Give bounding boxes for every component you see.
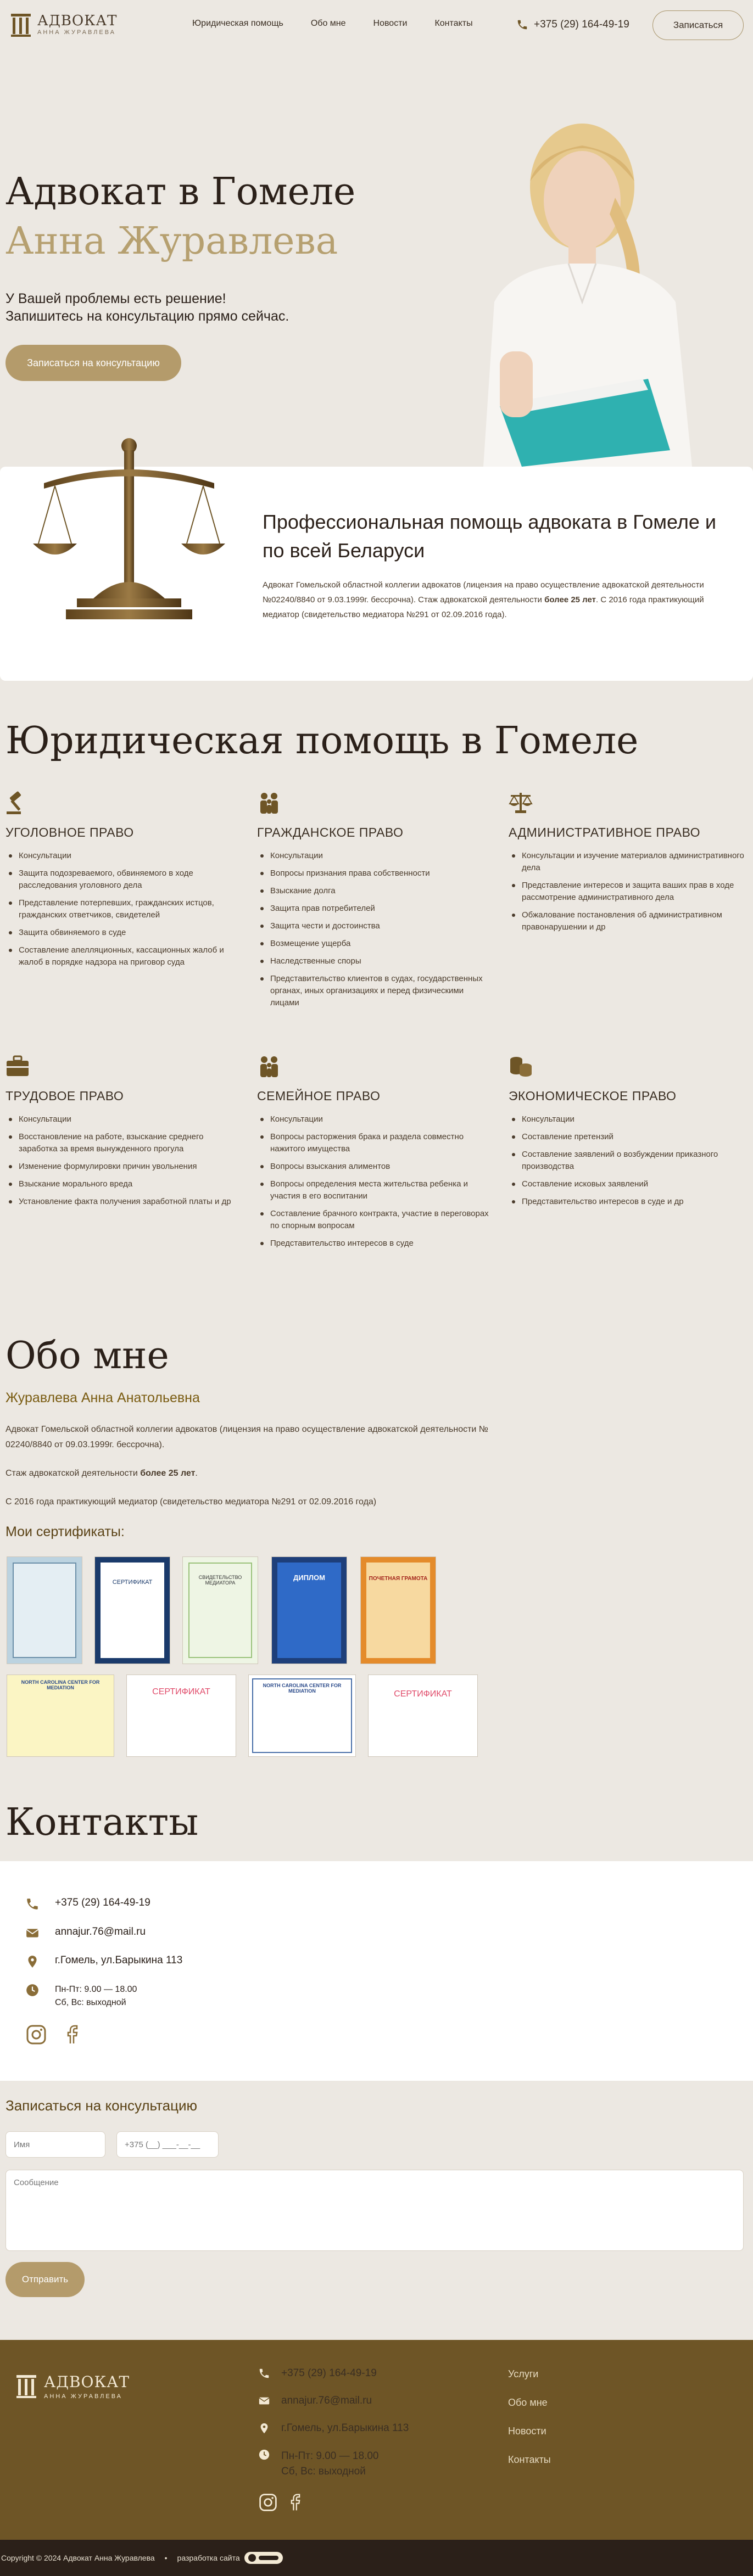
list-item: Вопросы расторжения брака и раздела совместно нажитого имущества xyxy=(257,1131,493,1155)
footer-logo-title: АДВОКАТ xyxy=(44,2372,130,2391)
logo-title: АДВОКАТ xyxy=(37,13,118,29)
contact-email[interactable] xyxy=(25,1926,146,1940)
list-item: Вопросы признания права собственности xyxy=(257,867,493,880)
phone-icon xyxy=(25,1897,40,1911)
list-item: Наследственные споры xyxy=(257,955,493,967)
service-administrative xyxy=(509,791,745,939)
service-list xyxy=(5,850,242,968)
contact-phone-text: +375 (29) 164-49-19 xyxy=(55,1897,150,1908)
header-phone-text: +375 (29) 164-49-19 xyxy=(534,19,629,30)
mail-icon xyxy=(258,2395,270,2407)
list-item: Представление потерпевших, гражданских истцов, гражданских ответчиков, свидетелей xyxy=(5,897,242,921)
list-item: Составление брачного контракта, участие в переговорах по спорным вопросам xyxy=(257,1208,493,1232)
list-item: Представительство интересов в суде xyxy=(257,1237,493,1250)
pro-title: Профессиональная помощь адвоката в Гомеле и по всей Беларуси xyxy=(263,511,717,562)
certificate-6[interactable]: NORTH CAROLINA CENTER FOR MEDIATION xyxy=(7,1675,114,1757)
pro-text: Адвокат Гомельской областной коллегии адвокатов (лицензия на право осуществление адвокатской деятельности №02240/8840 от 9.03.1999г. бессрочна). Стаж адвокатской деятельности более 25 лет. С 2016 года практикующий медиатор (свидетельство медиатора №291 от 02.09.2016 года). xyxy=(263,580,704,619)
footer-link-news[interactable]: Новости xyxy=(508,2426,546,2437)
hero-subtitle-line2: Запишитесь на консультацию прямо сейчас. xyxy=(5,309,289,324)
list-item: Защита подозреваемого, обвиняемого в ходе расследования уголовного дела xyxy=(5,867,242,892)
phone-icon xyxy=(516,19,528,31)
nav-contacts[interactable]: Контакты xyxy=(434,19,473,28)
list-item: Обжалование постановления об административном правонарушении и др xyxy=(509,909,745,933)
service-title: ТРУДОВОЕ ПРАВО xyxy=(5,1089,124,1103)
contact-phone[interactable] xyxy=(25,1897,150,1911)
footer-link-about[interactable]: Обо мне xyxy=(508,2397,548,2408)
list-item: Защита прав потребителей xyxy=(257,903,493,915)
certificate-9[interactable]: СЕРТИФИКАТ xyxy=(368,1675,478,1757)
footer-link-services[interactable]: Услуги xyxy=(508,2368,539,2379)
list-item: Восстановление на работе, взыскание среднего заработка за время вынужденного прогула xyxy=(5,1131,242,1155)
facebook-icon[interactable] xyxy=(62,2024,83,2046)
location-icon xyxy=(25,1955,40,1969)
separator-dot: • xyxy=(164,2553,168,2562)
footer-hours xyxy=(258,2449,378,2479)
list-item: Консультации xyxy=(509,1113,745,1125)
logo-columns-icon xyxy=(10,12,32,38)
contact-address xyxy=(25,1955,182,1969)
list-item: Вопросы взыскания алиментов xyxy=(257,1161,493,1173)
service-list xyxy=(257,850,493,1009)
list-item: Консультации xyxy=(5,1113,242,1125)
footer-hours-weekend: Сб, Вс: выходной xyxy=(281,2466,366,2477)
location-icon xyxy=(258,2422,270,2434)
header-phone[interactable] xyxy=(516,19,629,31)
list-item: Взыскание долга xyxy=(257,885,493,897)
certificate-5[interactable]: ПОЧЕТНАЯ ГРАМОТА xyxy=(360,1556,436,1664)
contact-email-text: annajur.76@mail.ru xyxy=(55,1926,146,1937)
nav-news[interactable]: Новости xyxy=(373,19,408,28)
service-title: ГРАЖДАНСКОЕ ПРАВО xyxy=(257,825,404,839)
list-item: Защита обвиняемого в суде xyxy=(5,927,242,939)
list-item: Консультации xyxy=(257,1113,493,1125)
list-item: Представительство интересов в суде и др xyxy=(509,1196,745,1208)
footer-phone-text: +375 (29) 164-49-19 xyxy=(281,2367,377,2379)
service-list xyxy=(509,1113,745,1208)
site-header xyxy=(0,0,753,49)
list-item: Представление интересов и защита ваших прав в ходе рассмотрение административного дела xyxy=(509,880,745,904)
contact-hours-weekdays: Пн-Пт: 9.00 — 18.00 xyxy=(55,1985,137,1994)
footer-email-text: annajur.76@mail.ru xyxy=(281,2395,372,2406)
lawyer-portrait xyxy=(417,121,725,467)
developer-text: разработка сайта xyxy=(177,2553,240,2562)
certificate-7[interactable]: СЕРТИФИКАТ xyxy=(126,1675,236,1757)
list-item: Защита чести и достоинства xyxy=(257,920,493,932)
clock-icon xyxy=(258,2449,270,2461)
hero-title-line1: Адвокат в Гомеле xyxy=(5,170,356,214)
phone-input[interactable] xyxy=(116,2131,219,2158)
service-list xyxy=(509,850,745,933)
footer-address-text: г.Гомель, ул.Барыкина 113 xyxy=(281,2422,409,2434)
certificate-8[interactable]: NORTH CAROLINA CENTER FOR MEDIATION xyxy=(248,1675,356,1757)
form-title: Записаться на консультацию xyxy=(5,2097,198,2114)
footer-link-contacts[interactable]: Контакты xyxy=(508,2454,551,2465)
contacts-title: Контакты xyxy=(5,1801,199,1844)
list-item: Консультации xyxy=(5,850,242,862)
service-title: УГОЛОВНОЕ ПРАВО xyxy=(5,825,134,839)
list-item: Изменение формулировки причин увольнения xyxy=(5,1161,242,1173)
contact-hours-weekend: Сб, Вс: выходной xyxy=(55,1998,126,2007)
instagram-icon[interactable] xyxy=(258,2493,278,2512)
service-labor xyxy=(5,1054,242,1213)
footer-phone[interactable] xyxy=(258,2367,377,2379)
service-title: ЭКОНОМИЧЕСКОЕ ПРАВО xyxy=(509,1089,677,1103)
scales-icon xyxy=(509,791,533,815)
footer-address xyxy=(258,2422,409,2434)
service-list xyxy=(257,1113,493,1250)
logo[interactable] xyxy=(10,12,117,38)
logo-columns-icon xyxy=(15,2372,37,2400)
hero-consultation-button[interactable]: Записаться на консультацию xyxy=(5,345,181,381)
contact-hours xyxy=(25,1983,137,2009)
submit-button[interactable]: Отправить xyxy=(5,2262,85,2297)
service-civil xyxy=(257,791,493,1015)
developer-logo[interactable] xyxy=(244,2551,283,2565)
list-item: Составление апелляционных, кассационных жалоб и жалоб в порядке надзора на приговор суда xyxy=(5,944,242,968)
family-icon xyxy=(257,791,281,815)
clock-icon xyxy=(25,1983,40,1997)
nav-about[interactable]: Обо мне xyxy=(310,19,346,28)
mail-icon xyxy=(25,1926,40,1940)
facebook-icon[interactable] xyxy=(286,2493,305,2512)
footer-bottom-bar xyxy=(0,2540,753,2576)
certificates-title: Мои сертификаты: xyxy=(5,1524,125,1539)
phone-icon xyxy=(258,2367,270,2379)
message-textarea[interactable] xyxy=(5,2170,744,2251)
hero-subtitle-line1: У Вашей проблемы есть решение! xyxy=(5,291,226,306)
about-paragraph-1: Адвокат Гомельской областной коллегии адвокатов (лицензия на право осуществление адвокатской деятельности № 02240/8840 от 09.03.1999г. бессрочна). xyxy=(5,1425,488,1449)
main-nav xyxy=(192,19,473,29)
service-family xyxy=(257,1054,493,1255)
footer-email[interactable] xyxy=(258,2395,372,2407)
list-item: Возмещение ущерба xyxy=(257,938,493,950)
certificate-4[interactable]: ДИПЛОМ xyxy=(271,1556,347,1664)
list-item: Установление факта получения заработной платы и др xyxy=(5,1196,242,1208)
list-item: Представительство клиентов в судах, государственных органах, иных организациях и перед физическими лицами xyxy=(257,973,493,1009)
list-item: Консультации и изучение материалов административного дела xyxy=(509,850,745,874)
copyright-text: Copyright © 2024 Адвокат Анна Журавлева xyxy=(1,2553,155,2562)
header-signup-button[interactable]: Записаться xyxy=(652,10,744,40)
service-title: АДМИНИСТРАТИВНОЕ ПРАВО xyxy=(509,825,701,839)
list-item: Составление претензий xyxy=(509,1131,745,1143)
hero-title-line2: Анна Журавлева xyxy=(5,220,338,263)
hero-subtitle xyxy=(5,290,289,325)
about-paragraph-2: Стаж адвокатской деятельности более 25 лет. xyxy=(5,1469,198,1478)
name-input[interactable] xyxy=(5,2131,105,2158)
list-item: Составление исковых заявлений xyxy=(509,1178,745,1190)
contacts-block xyxy=(0,1861,753,2081)
footer-logo[interactable] xyxy=(15,2372,130,2400)
service-economic xyxy=(509,1054,745,1213)
about-name: Журавлева Анна Анатольевна xyxy=(5,1390,200,1405)
list-item: Вопросы определения места жительства ребенка и участия в его воспитании xyxy=(257,1178,493,1202)
service-title: СЕМЕЙНОЕ ПРАВО xyxy=(257,1089,381,1103)
gavel-icon xyxy=(5,791,30,815)
certificate-1[interactable] xyxy=(7,1556,82,1664)
family-icon xyxy=(257,1054,281,1078)
briefcase-icon xyxy=(5,1054,30,1078)
logo-subtitle: АННА ЖУРАВЛЕВА xyxy=(37,29,116,36)
service-criminal xyxy=(5,791,242,974)
scales-of-justice-icon xyxy=(33,434,225,631)
about-title: Обо мне xyxy=(5,1334,169,1377)
contact-address-text: г.Гомель, ул.Барыкина 113 xyxy=(55,1955,183,1966)
certificate-2[interactable]: СЕРТИФИКАТ xyxy=(94,1556,170,1664)
list-item: Взыскание морального вреда xyxy=(5,1178,242,1190)
coins-icon xyxy=(509,1054,533,1078)
footer-logo-subtitle: АННА ЖУРАВЛЕВА xyxy=(44,2393,123,2400)
instagram-icon[interactable] xyxy=(25,2024,47,2046)
about-paragraph-3: С 2016 года практикующий медиатор (свидетельство медиатора №291 от 02.09.2016 года) xyxy=(5,1497,377,1507)
nav-legal-help[interactable]: Юридическая помощь xyxy=(192,19,283,28)
service-list xyxy=(5,1113,242,1208)
services-title: Юридическая помощь в Гомеле xyxy=(5,719,639,763)
footer-hours-weekdays: Пн-Пт: 9.00 — 18.00 xyxy=(281,2450,379,2462)
list-item: Консультации xyxy=(257,850,493,862)
list-item: Составление заявлений о возбуждении приказного производства xyxy=(509,1149,745,1173)
certificate-3[interactable]: СВИДЕТЕЛЬСТВО МЕДИАТОРА xyxy=(182,1556,258,1664)
